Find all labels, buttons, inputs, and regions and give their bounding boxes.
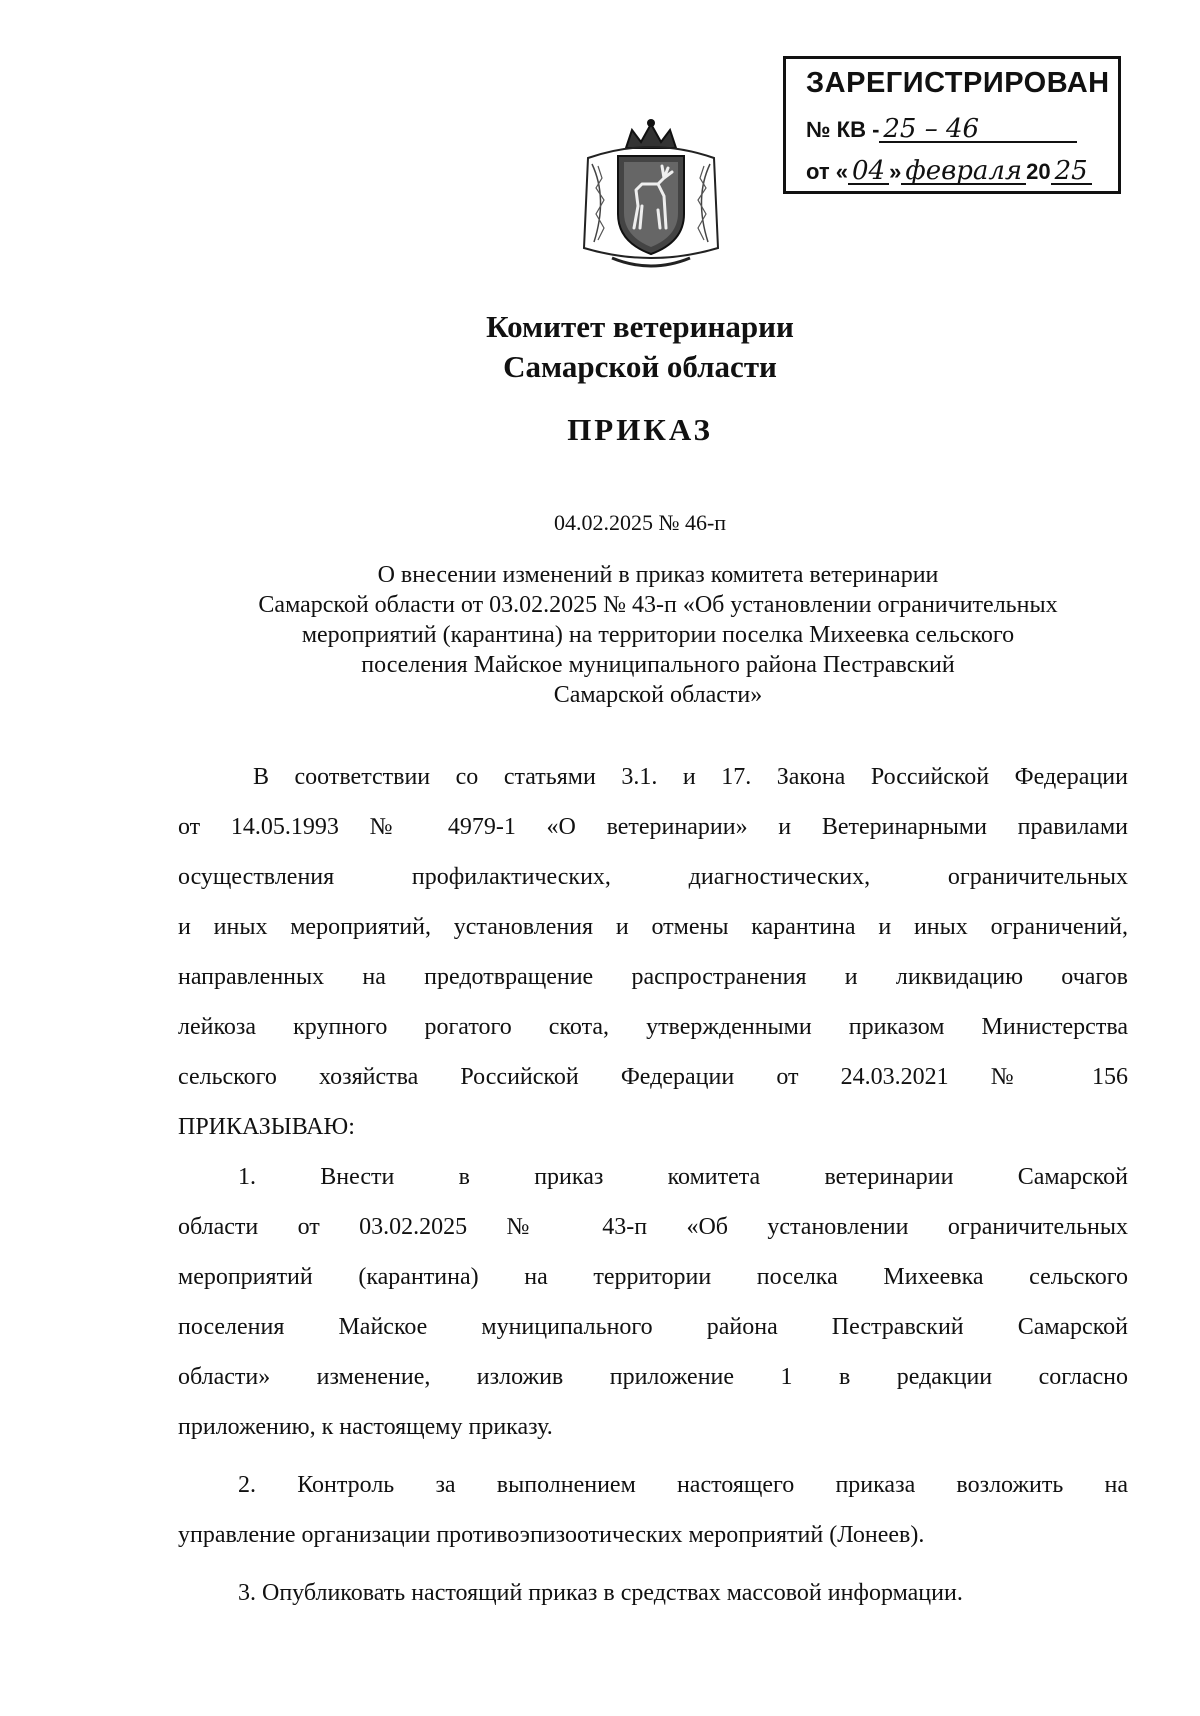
organization-name-line1: Комитет ветеринарии [486,309,794,344]
body-line: осуществления профилактических, диагностических, ограничительных [178,864,1128,890]
body-line: мероприятий (карантина) на территории поселка Михеевка сельского [178,1264,1128,1290]
subject-line: мероприятий (карантина) на территории поселка Михеевка сельского [301,622,1015,648]
body-line: В соответствии со статьями 3.1. и 17. Закона Российской Федерации [253,764,1128,790]
body-line: управление организации противоэпизоотических мероприятий (Лонеев). [178,1522,925,1548]
samara-coat-of-arms-icon [578,118,724,276]
body-line: 1. Внести в приказ комитета ветеринарии Самарской [238,1164,1128,1190]
registration-stamp [783,56,1121,194]
body-line: от 14.05.1993 № 4979-1 «О ветеринарии» и Ветеринарными правилами [178,814,1128,840]
document-subject [178,560,1138,710]
stamp-date-prefix: от « [806,159,849,184]
subject-line: Самарской области от 03.02.2025 № 43-п «Об установлении ограничительных [258,592,1058,618]
body-line: и иных мероприятий, установления и отмены карантина и иных ограничений, [178,914,1128,940]
body-line: 3. Опубликовать настоящий приказ в средствах массовой информации. [238,1580,963,1606]
body-line: области» изменение, изложив приложение 1 в редакции согласно [178,1364,1128,1390]
stamp-number-line [806,114,1111,144]
body-line: лейкоза крупного рогатого скота, утвержденными приказом Министерства [178,1014,1128,1040]
document-type-title: ПРИКАЗ [567,412,713,447]
stamp-date-month: февраля [901,159,1026,185]
stamp-date-year: 25 [1051,159,1092,185]
document-date-number: 04.02.2025 № 46-п [553,510,727,535]
stamp-date-sep: » [889,159,902,184]
stamp-date-day: 04 [848,159,889,185]
subject-line: Самарской области» [553,682,763,708]
body-line: области от 03.02.2025 № 43-п «Об установлении ограничительных [178,1214,1128,1240]
body-line: 2. Контроль за выполнением настоящего приказа возложить на [238,1472,1128,1498]
body-line: направленных на предотвращение распространения и ликвидацию очагов [178,964,1128,990]
body-line: сельского хозяйства Российской Федерации от 24.03.2021 № 156 [178,1064,1128,1090]
body-line: приложению, к настоящему приказу. [178,1414,553,1440]
stamp-number-prefix: № КВ - [806,117,880,142]
body-line: ПРИКАЗЫВАЮ: [178,1114,355,1140]
stamp-date-year-prefix: 20 [1026,159,1051,184]
organization-name-line2: Самарской области [503,349,777,384]
stamp-number-handwritten: 25 – 46 [879,117,1077,143]
stamp-title: ЗАРЕГИСТРИРОВАН [806,67,1110,99]
stamp-date-line [806,156,1111,186]
subject-line: О внесении изменений в приказ комитета ветеринарии [377,562,939,588]
body-line: поселения Майское муниципального района Пестравский Самарской [178,1314,1128,1340]
subject-line: поселения Майское муниципального района Пестравский [361,652,955,678]
